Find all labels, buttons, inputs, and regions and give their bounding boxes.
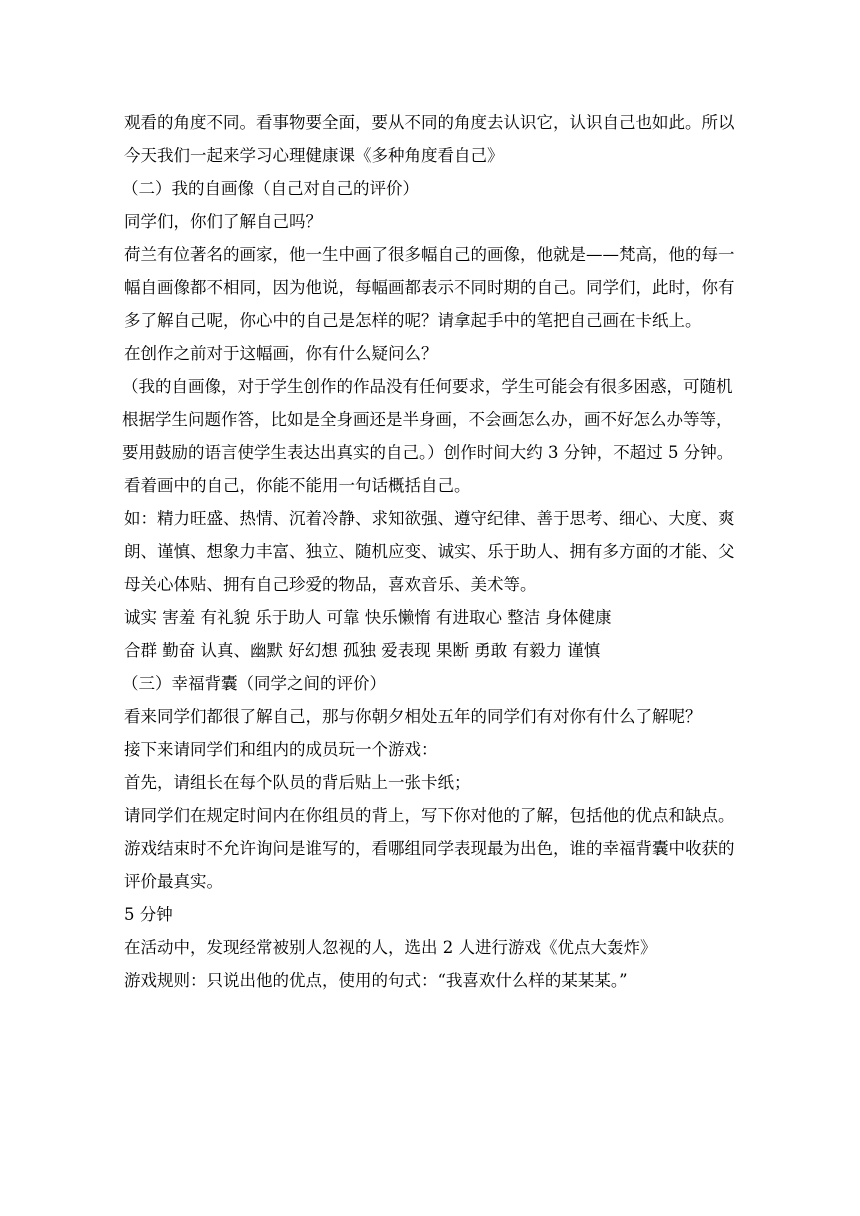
paragraph-question: 同学们，你们了解自己吗？ xyxy=(124,212,322,231)
paragraph-game-intro: 接下来请同学们和组内的成员玩一个游戏： xyxy=(124,740,438,759)
document-body xyxy=(124,106,744,997)
paragraph-select: 在活动中，发现经常被别人忽视的人，选出 2 人进行游戏《优点大轰炸》 xyxy=(124,938,657,957)
section-heading-happiness-bag: （三）幸福背囊（同学之间的评价） xyxy=(122,674,386,693)
paragraph-game-rules: 请同学们在规定时间内在你组员的背上，写下你对他的了解，包括他的优点和缺点。游戏结束时不允许询问是谁写的，看哪组同学表现最为出色，谁的幸福背囊中收获的评价最真实。 xyxy=(124,806,735,891)
paragraph-intro: 观看的角度不同。看事物要全面，要从不同的角度去认识它，认识自己也如此。所以今天我们一起来学习心理健康课《多种角度看自己》 xyxy=(124,113,735,165)
section-heading-self-portrait: （二）我的自画像（自己对自己的评价） xyxy=(122,179,419,198)
paragraph-summarize: 看着画中的自己，你能不能用一句话概括自己。 xyxy=(124,476,471,495)
paragraph-classmates: 看来同学们都很了解自己，那与你朝夕相处五年的同学们有对你有什么了解呢？ xyxy=(124,707,702,726)
trait-list-2: 合群 勤奋 认真、幽默 好幻想 孤独 爱表现 果断 勇敢 有毅力 谨慎 xyxy=(124,641,601,660)
paragraph-doubts: 在创作之前对于这幅画，你有什么疑问么？ xyxy=(124,344,438,363)
paragraph-van-gogh: 荷兰有位著名的画家，他一生中画了很多幅自己的画像，他就是——梵高，他的每一幅自画像都不相同，因为他说，每幅画都表示不同时期的自己。同学们，此时，你有多了解自己呢，你心中的自己是怎样的呢？请拿起手中的笔把自己画在卡纸上。 xyxy=(124,245,735,330)
paragraph-duration: 5 分钟 xyxy=(124,905,173,924)
paragraph-step-first: 首先，请组长在每个队员的背后贴上一张卡纸； xyxy=(124,773,471,792)
paragraph-note: （我的自画像，对于学生创作的作品没有任何要求，学生可能会有很多困惑，可随机根据学生问题作答，比如是全身画还是半身画，不会画怎么办，画不好怎么办等等，要用鼓励的语言使学生表达出真实的自己。）创作时间大约 3 分钟，不超过 5 分钟。 xyxy=(122,377,734,462)
paragraph-examples: 如：精力旺盛、热情、沉着冷静、求知欲强、遵守纪律、善于思考、细心、大度、爽朗、谨慎、想象力丰富、独立、随机应变、诚实、乐于助人、拥有多方面的才能、父母关心体贴、拥有自己珍爱的物品，喜欢音乐、美术等。 xyxy=(124,509,735,594)
trait-list-1: 诚实 害羞 有礼貌 乐于助人 可靠 快乐懒惰 有进取心 整洁 身体健康 xyxy=(124,608,612,627)
paragraph-rule-sentence: 游戏规则：只说出他的优点，使用的句式：“我喜欢什么样的某某某。” xyxy=(124,971,628,990)
